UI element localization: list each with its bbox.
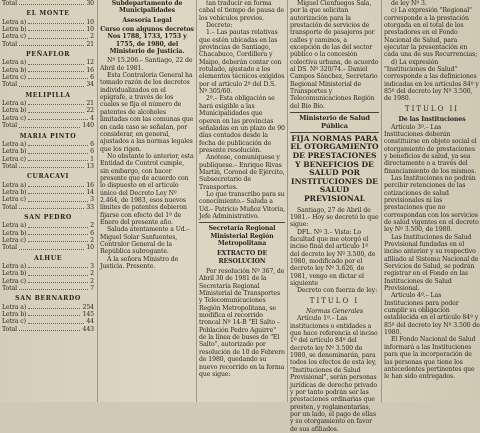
row-value: 1 [90,155,94,163]
row-value: 443 [82,325,94,333]
table-row [2,19,94,26]
row-value: 2 [90,33,94,41]
row-label: Letra b) [2,66,27,74]
row-value: 10 [86,26,94,34]
table-row [2,278,94,285]
row-label: Letra b) [2,270,27,278]
ministry-header: Ministerio de Salud Pública [299,114,370,130]
paragraph: Saluda atentamente a Ud.– Miguel Solar Sanfuentes, Contralor General de la República subrogante. [100,226,190,256]
paragraph: c) La expresión "Regional" corresponde a la prestación otorgada en el total de los prestadores en el Fondo Nacional de Salud, para ejecutar la presentación en cada una de sus Recurrencias; [384,7,478,59]
row-label: Total [2,81,18,89]
row-label: Letra c) [2,74,26,82]
table-row [2,74,94,81]
table-row [2,285,94,292]
table-row [2,0,94,7]
table-row [2,141,94,148]
row-label: Total [2,203,18,211]
table-row [2,41,94,48]
section-divider [290,132,379,133]
leader-dots [19,163,84,168]
row-value: 254 [82,303,94,311]
leader-dots [28,237,88,242]
leader-dots [28,26,84,31]
row-value: 2 [90,222,94,230]
leader-dots [28,222,88,227]
paragraph: 1.– Las pautas relativas que estén ubicadas en las provincias de Santiago, Chacabuco, Cordillera y Maipo, deberán contar con rotulado, ajustado a los elementos técnicos exigidos por el artículo 2º del D.S. Nº 305/60. [199,29,285,96]
decree-body [384,124,480,381]
table-row [2,156,94,163]
section-divider [199,222,285,223]
table-row [2,182,94,189]
leader-dots [19,326,80,331]
municipality-sections [2,10,94,333]
column-rule [97,0,98,402]
row-label: Total [2,0,18,7]
health-decree-continued-column [384,0,480,402]
row-label: Letra a) [2,59,27,67]
paragraph: Lo que transcribo para su conocimiento.– Saluda a Ud.– Patricio Muñoz Vitoria, Jefe Administrativo. [199,190,285,220]
article-body [100,72,194,270]
decree-body [290,229,379,295]
table-row [2,67,94,74]
normas-subhead: Normas Generales [306,308,363,316]
section-subhead: De las Instituciones [398,116,466,124]
leader-dots [28,148,88,153]
row-value: 34 [86,81,94,89]
paragraph: Artículo 3º.– Las Instituciones deberán constituirse en objeto social el otorgamiento de prestaciones y beneficios de salud, ya sea directamente o a través del financiamiento de los mismos. [384,123,477,175]
paragraph: Artículo 4º.– Las Instituciones para poder cumplir su obligación establecida en el artículo 84º y 85º del decreto ley Nº 3.500 de 1980. [384,292,480,337]
row-value: 3 [90,263,94,270]
row-label: Letra b) [2,107,27,115]
leader-dots [28,33,88,38]
row-value: 2 [90,236,94,244]
table-row [2,33,94,40]
row-label: Letra c) [2,33,26,41]
table-row [2,163,94,170]
paragraph: Las Instituciones de Salud Previsional fundadas en el inciso anterior y su respectivo afiliado al Sistema Nacional de Servicios de Salud, se podrán registrar en el Fondo en las Instituciones de Salud Previsional. [384,233,479,293]
row-value: 6 [90,229,94,237]
row-label: Letra a) [2,303,27,311]
table-row [2,263,94,270]
article-body [199,0,285,220]
table-row [2,81,94,88]
table-row [2,326,94,333]
row-value: 16 [86,66,94,74]
row-label: Letra c) [2,155,26,163]
article-title: Curso con algunos decretos Nos 1788, 1733, 1753 y 1755, de 1980, del Ministerio de Justicia. [100,26,194,56]
resolution-body [199,268,285,378]
leader-dots [19,0,84,5]
paragraph: DFL. Nº 3.– Vista: Lo facultad que me otorgó el inciso final del artículo 1º del decreto ley Nº 3.500, de 1980, modificado por el decreto ley Nº 3.626, de 1981, vengo en dictar el siguiente [290,228,376,288]
leader-dots [19,41,84,46]
section-name: PEÑAFLOR [26,51,70,59]
column-rule [287,0,288,402]
row-value: 14 [86,188,94,196]
row-label: Total [2,40,18,48]
table-row [2,304,94,311]
leader-dots [19,285,88,290]
leader-dots [28,156,88,161]
section-name: SAN BERNARDO [15,295,81,303]
article-paragraph: Artículo 1º.– Las instituciones o entidades a que hace referencia el inciso 1º del artículo 84º del decreto ley Nº 3.500 de 1980, se denominarán, para todos los efectos de esta ley, "Instituciones de Salud Previsional", serán personas jurídicas de derecho privado y por tanto podrán ser las prestaciones ordinarias que presten, y reglamentarias, por un lado, el pago de ellas y su otorgamiento en favor de sus afiliados. [290,315,378,433]
leader-dots [28,100,84,105]
leader-dots [28,304,80,309]
paragraph: A la señora Ministro de Justicia. Presente. [100,255,179,271]
table-row [2,115,94,122]
paragraph: 2º.– Esta obligación se hará exigible a las Municipalidades que operen en las provincias señaladas en un plazo de 90 días contados desde la fecha de publicación de presente resolución. [199,95,285,154]
row-value: 21 [86,40,94,48]
leader-dots [28,196,88,201]
article-body [290,0,379,110]
table-row [2,237,94,244]
row-value: 4 [90,114,94,122]
paragraph: Miguel Cienfuegos Sala, por la que solicitan autorización para la prestación de servicios de transporte de pasajeros por calles y caminos, a excepción de las del sector público o la concesión colectiva urbana, de acuerdo al DS. Nº 320/74.– Daniel Campos Sánchez, Secretario Regional Ministerial de Transportes y Telecomunicaciones Región del Bío Bío. [290,0,379,110]
row-value: 21 [86,100,94,108]
leader-dots [19,204,84,209]
row-label: Letra c) [2,236,26,244]
paragraph: No obstante lo anterior, esta Entidad de Control cumple, sin embargo, con hacer presente que de acuerdo con lo dispuesto en el artículo único del Decreto Ley Nº 2.464, de 1983, esos nuevos límites de patentes debieron fijarse con efecto del 1º de Enero del presente año. [100,152,194,226]
row-label: Total [2,285,18,293]
column-rule [381,0,382,402]
leader-dots [28,115,88,120]
row-label: Letra b) [2,311,27,319]
table-row [2,122,94,129]
table-row [2,270,94,277]
section-name: SAN PEDRO [24,213,72,221]
row-label: Letra b) [2,229,27,237]
row-value: 44 [86,318,94,326]
paragraph: Esta Contraloría General ha tomado razón de los decretos individualizados en el epígrafe, a través de los cuales se fija el número de patentes de alcoholes limitadas con las comunas que en cada caso se señalan, por considerar, en general, ajustados a las normas legales que los rigen. [100,72,194,153]
section-header: Subdepartamento de Municipalidades [111,0,183,15]
table-row [2,230,94,237]
paragraph: El Fondo Nacional de Salud informará a las Instituciones para que la incorporación de las personas que tiene los antecedentes pertinentes que le han sido entregados. [384,336,476,381]
row-label: Letra a) [2,100,27,108]
paragraph: Por resolución Nº 367, de Abril 30 de 1981 de la Secretaría Regional Ministerial de Transportes y Telecomunicaciones Región Metropolitana, se modifica el recorrido troncal Nº 14-B "El Salto – Población Pedro Aguirre" de la línea de buses de "El Salto", autorizado por resolución de 10 de Febrero de 1980, quedando su nuevo recorrido en la forma que sigue: [199,268,285,378]
row-value: 10 [86,244,94,252]
leader-dots [28,311,80,316]
leader-dots [19,81,84,86]
titulo-heading: TITULO II [404,104,460,113]
row-value: 10 [86,18,94,26]
table-row [2,311,94,318]
section-header: Secretaría Regional Ministerial Región Metropolitana [208,225,276,247]
table-row [2,100,94,107]
row-label: Total [2,162,18,170]
row-value: 16 [86,181,94,189]
table-row [2,148,94,155]
row-label: Letra b) [2,26,27,34]
row-label: Letra c) [2,277,26,285]
row-value: 13 [86,162,94,170]
leader-dots [28,67,84,72]
leader-dots [28,230,88,235]
leader-dots [28,59,84,64]
row-value: 3 [90,196,94,204]
section-name: EL MONTE [26,10,70,18]
paragraph: Decreto con fuerza de ley: [297,287,378,295]
row-value: 30 [86,0,94,7]
row-value: 6 [90,140,94,148]
decree-headline: FIJA NORMAS PARA EL OTORGAMIENTO DE PRESTACIONES Y BENEFICIOS DE SALUD POR INSTITUCIONES DE SALUD PREVISIONAL [290,133,379,203]
table-row [2,189,94,196]
leader-dots [28,182,84,187]
titulo-heading: TITULO I [309,296,360,305]
row-label: Total [2,244,18,252]
row-label: Letra a) [2,263,27,270]
section-divider [290,112,379,113]
section-name: MELIPILLA [25,91,71,99]
table-row [2,244,94,251]
leader-dots [28,270,88,275]
leader-dots [28,263,88,268]
transport-column [199,0,285,402]
column-rule [196,0,197,402]
table-row [2,196,94,203]
dateline: Nº 15.206.– Santiago, 22 de Abril de 1981. [100,57,193,72]
dateline: Santiago, 27 de Abril de 1981.– Hoy se decretó lo que sigue: [290,206,379,229]
row-label: Letra c) [2,114,26,122]
row-value: 140 [82,122,94,130]
table-row [2,204,94,211]
paragraph: d) La expresión "Instituciones de Salud" corresponde a las definiciones indicadas en los artículos 84º y 85º del decreto ley Nº 3.500, de 1980. [384,58,479,103]
leader-dots [28,74,88,79]
row-label: Letra a) [2,140,27,148]
table-row [2,59,94,66]
table-row [2,26,94,33]
row-value: 7 [90,285,94,293]
row-value: 33 [86,203,94,211]
leader-dots [28,141,88,146]
row-value: 6 [90,74,94,82]
row-value: 2 [90,270,94,278]
row-label: Total [2,122,18,130]
row-label: Letra c) [2,318,26,326]
leader-dots [19,244,84,249]
row-label: Letra b) [2,188,27,196]
section-subhead: Asesoría Legal [122,16,172,24]
row-label: Letra a) [2,18,27,26]
paragraph: de ley Nº 3. [391,0,427,7]
leader-dots [28,318,84,323]
section-name: MARIA PINTO [19,132,77,140]
section-name: ALHUE [33,254,63,262]
article-body [384,0,480,103]
health-decree-column [290,0,379,433]
patent-tables-column [2,0,94,402]
row-label: Letra a) [2,181,27,189]
row-value: 2 [90,277,94,285]
row-value: 145 [82,311,94,319]
table-row [2,107,94,114]
row-value: 6 [90,148,94,156]
section-title: EXTRACTO DE RESOLUCION [216,250,268,265]
paragraph: tan traducir en forma cabal el tiempo de pausa de los vehículos previos. [199,0,284,22]
row-label: Letra c) [2,196,26,204]
paragraph: Anótese, comuníquese y publíquese.– Enrique Rivas Martin, Coronel de Ejército, Subsecretario de Transportes. [199,154,285,191]
leader-dots [28,107,84,112]
row-value: 12 [86,59,94,67]
section-name: CURACAVI [26,173,70,181]
paragraph: Decreto: [206,22,233,30]
leader-dots [28,278,88,283]
paragraph: Las Instituciones no podrán percibir retenciones de las cotizaciones de salud previsionales ni las prestaciones que no correspondan con los servicios de salud vigentes en el decreto ley Nº 3.500, de 1980. [384,174,479,234]
row-label: Letra b) [2,148,27,156]
leader-dots [28,19,84,24]
contraloria-column [100,0,194,402]
leader-dots [19,122,80,127]
table-row [2,222,94,229]
row-label: Total [2,325,18,333]
row-value: 22 [86,107,94,115]
table-row [2,318,94,325]
row-label: Letra a) [2,222,27,230]
leader-dots [28,189,84,194]
